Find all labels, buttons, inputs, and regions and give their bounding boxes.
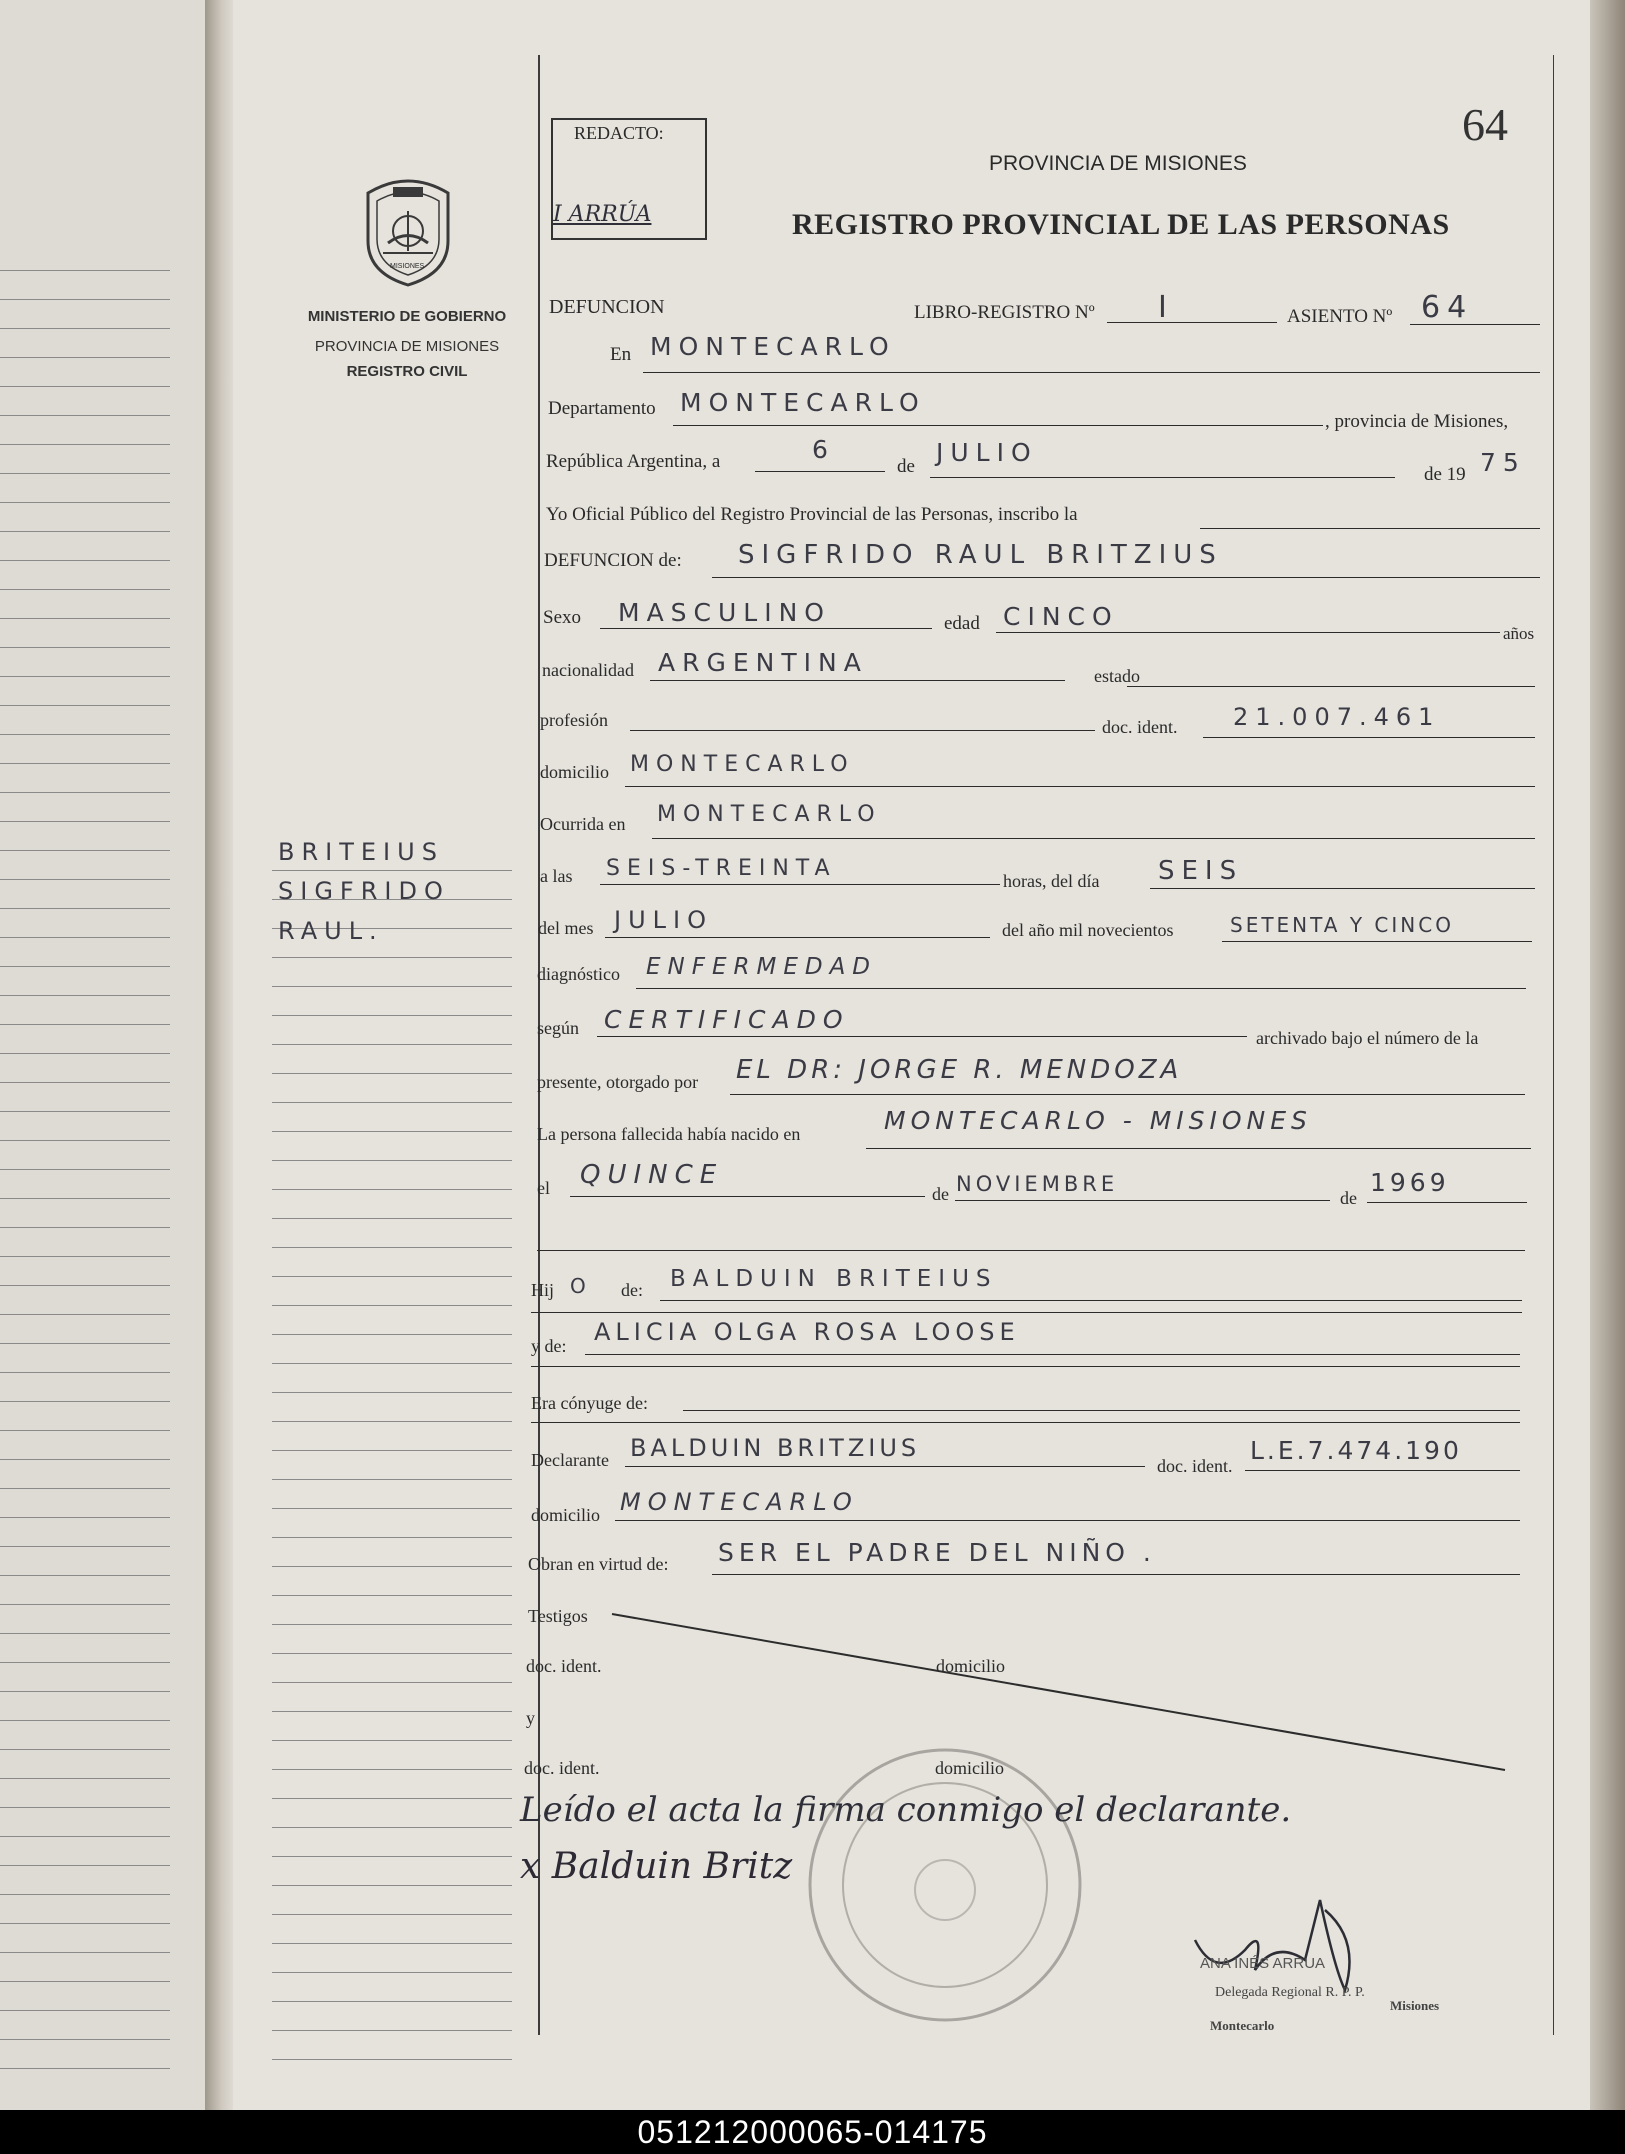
anio-mil-label: del año mil novecientos	[1002, 920, 1174, 940]
presente-value: EL DR: JORGE R. MENDOZA	[736, 1055, 1183, 1085]
defuncion-de-label: DEFUNCION de:	[544, 550, 682, 571]
del-mes-value: JULIO	[614, 906, 713, 934]
y-de-label: y de:	[531, 1336, 567, 1356]
emblem-label: MISIONES	[390, 263, 425, 270]
anio-value: 75	[1480, 448, 1526, 477]
estado-label: estado	[1094, 666, 1140, 686]
ocurrida-value: MONTECARLO	[657, 802, 882, 827]
el-label: el	[537, 1178, 550, 1198]
de-anio-label: de	[1340, 1188, 1357, 1208]
libro-value: I	[1158, 290, 1174, 325]
declarant-signature: x Balduin Britz	[520, 1846, 793, 1887]
defuncion-de-value: SIGFRIDO RAUL BRITZIUS	[738, 540, 1223, 570]
mes-value: JULIO	[936, 438, 1038, 467]
nacionalidad-label: nacionalidad	[542, 660, 634, 680]
ocurrida-label: Ocurrida en	[540, 814, 626, 834]
hijo-value-o: O	[570, 1274, 593, 1298]
margin-second-name: RAUL.	[278, 917, 384, 945]
dia-value: 6	[812, 435, 835, 464]
province-heading: PROVINCIA DE MISIONES	[989, 152, 1247, 175]
conyuge-label: Era cónyuge de:	[531, 1393, 648, 1413]
closing-statement: Leído el acta la firma conmigo el declarante.	[520, 1790, 1292, 1830]
domicilio-2-label: domicilio	[531, 1505, 600, 1525]
domicilio-4-label: domicilio	[935, 1758, 1004, 1778]
republica-label: República Argentina, a	[546, 451, 721, 472]
domicilio-value: MONTECARLO	[630, 752, 855, 777]
y-label: y	[526, 1708, 535, 1728]
departamento-label: Departamento	[548, 398, 656, 419]
page-number: 64	[1462, 99, 1508, 150]
doc-ident-1-label: doc. ident.	[526, 1656, 602, 1676]
ministry-line-1: MINISTERIO DE GOBIERNO	[307, 308, 507, 325]
doc-ident-value: 21.007.461	[1233, 703, 1441, 731]
testigos-label: Testigos	[528, 1606, 588, 1626]
official-stamp	[800, 1740, 1090, 2030]
el-value: QUINCE	[580, 1160, 724, 1190]
y-de-value: ALICIA OLGA ROSA LOOSE	[594, 1318, 1020, 1346]
domicilio-label: domicilio	[540, 762, 609, 782]
de-label: de	[897, 456, 915, 477]
nacido-label: La persona fallecida había nacido en	[537, 1124, 801, 1144]
en-value: MONTECARLO	[650, 332, 896, 361]
anos-label: años	[1503, 624, 1535, 643]
diagnostico-value: ENFERMEDAD	[646, 954, 878, 980]
departamento-value: MONTECARLO	[680, 388, 926, 417]
edad-value: CINCO	[1003, 602, 1119, 631]
anio-label: de 19	[1424, 464, 1466, 485]
redacto-label: REDACTO:	[574, 123, 664, 143]
profesion-label: profesión	[540, 710, 608, 730]
ministry-line-2: PROVINCIA DE MISIONES	[314, 338, 500, 355]
ministry-line-3: REGISTRO CIVIL	[346, 363, 468, 380]
doc-ident-label: doc. ident.	[1102, 717, 1178, 737]
footer-bar	[0, 2110, 1625, 2154]
domicilio-2-value: MONTECARLO	[620, 1488, 859, 1516]
redacto-value: I ARRÚA	[553, 202, 652, 227]
nacido-value: MONTECARLO - MISIONES	[884, 1106, 1312, 1135]
archivado-label: archivado bajo el número de la	[1256, 1028, 1479, 1048]
registry-heading: REGISTRO PROVINCIAL DE LAS PERSONAS	[792, 208, 1450, 241]
obran-value: SER EL PADRE DEL NIÑO .	[718, 1538, 1156, 1567]
de-mes-value: NOVIEMBRE	[956, 1172, 1119, 1196]
declarante-label: Declarante	[531, 1450, 609, 1470]
margin-first-name: SIGFRIDO	[278, 877, 450, 905]
anio-mil-value: SETENTA Y CINCO	[1230, 913, 1454, 937]
sexo-label: Sexo	[543, 607, 581, 628]
sexo-value: MASCULINO	[618, 598, 831, 627]
yo-oficial-text: Yo Oficial Público del Registro Provincial de las Personas, inscribo la	[546, 504, 1078, 525]
defuncion-title: DEFUNCION	[549, 296, 665, 318]
segun-value: CERTIFICADO	[604, 1005, 850, 1034]
del-mes-label: del mes	[538, 918, 594, 938]
margin-surname: BRITEIUS	[278, 838, 444, 866]
document-id: 051212000065-014175	[637, 2114, 988, 2150]
segun-label: según	[537, 1018, 579, 1038]
presente-label: presente, otorgado por	[537, 1072, 699, 1092]
asiento-value: 64	[1421, 290, 1474, 325]
official-location-right: Misiones	[1390, 1998, 1440, 2013]
nacionalidad-value: ARGENTINA	[658, 648, 868, 677]
hijo-value: BALDUIN BRITEIUS	[670, 1266, 998, 1292]
obran-label: Obran en virtud de:	[528, 1554, 669, 1574]
asiento-label: ASIENTO Nº	[1287, 306, 1393, 327]
domicilio-3-label: domicilio	[936, 1656, 1005, 1676]
hijo-de-label: de:	[621, 1280, 643, 1300]
provincia-suffix: , provincia de Misiones,	[1325, 411, 1509, 432]
de-anio-value: 1969	[1370, 1168, 1450, 1197]
official-title: Delegada Regional R. P. P.	[1215, 1985, 1365, 2000]
declarante-value: BALDUIN BRITZIUS	[630, 1434, 921, 1462]
horas-label: horas, del día	[1003, 871, 1100, 891]
en-label: En	[610, 344, 632, 365]
hijo-label: Hij	[531, 1280, 555, 1300]
de-mes-label: de	[932, 1184, 949, 1204]
edad-label: edad	[944, 613, 980, 634]
a-las-label: a las	[540, 866, 573, 886]
declarante-doc-label: doc. ident.	[1157, 1456, 1233, 1476]
libro-label: LIBRO-REGISTRO Nº	[914, 302, 1095, 323]
horas-value: SEIS	[1158, 856, 1244, 886]
official-location-left: Montecarlo	[1210, 2018, 1275, 2033]
declarante-doc-value: L.E.7.474.190	[1250, 1436, 1462, 1465]
doc-ident-2-label: doc. ident.	[524, 1758, 600, 1778]
a-las-value: SEIS-TREINTA	[606, 856, 837, 881]
diagnostico-label: diagnóstico	[537, 964, 620, 984]
official-name: ANA INÉS ARRUA	[1200, 1955, 1326, 1972]
